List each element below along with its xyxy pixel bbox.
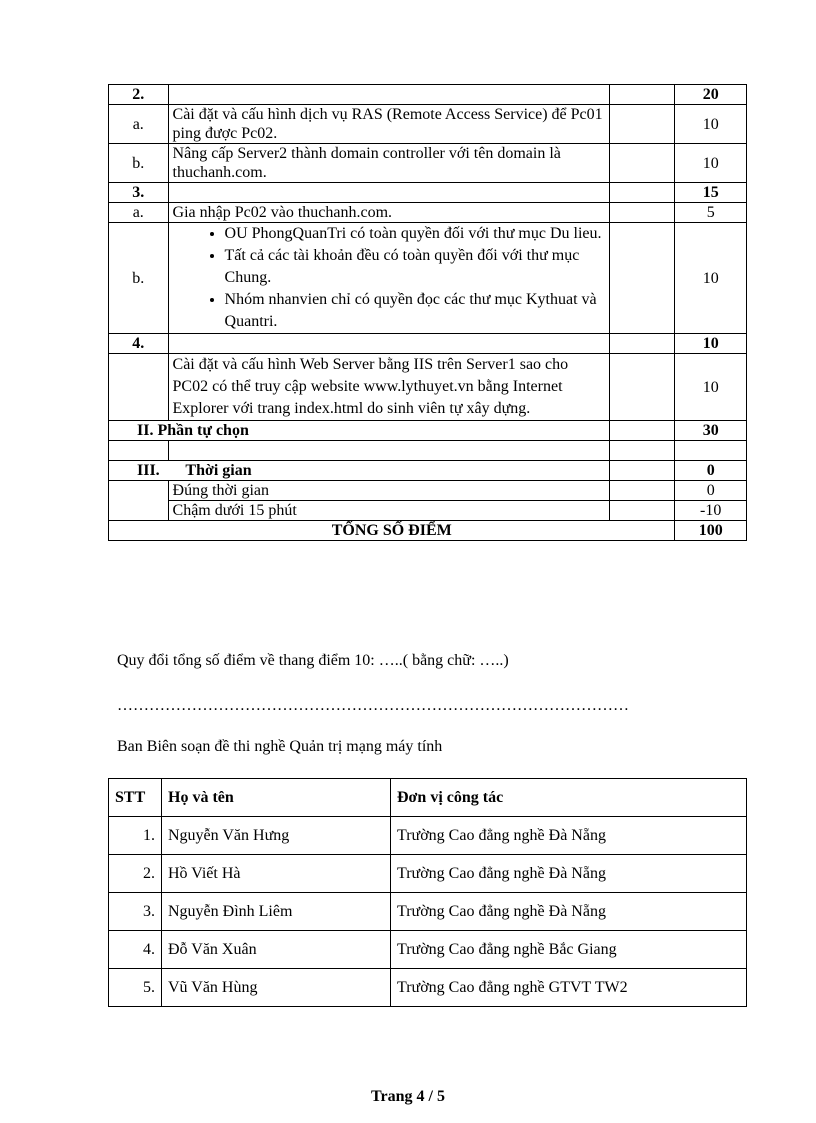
points: 0: [675, 461, 747, 481]
row-number: 2.: [109, 85, 169, 105]
points: 10: [675, 354, 747, 421]
member-stt: 2.: [109, 855, 162, 893]
table-row: [109, 969, 747, 1007]
table-row: [109, 203, 747, 223]
points: -10: [675, 501, 747, 521]
member-unit: Trường Cao đẳng nghề Đà Nẵng: [391, 855, 747, 893]
task-text: Cài đặt và cấu hình Web Server bằng IIS trên Server1 sao cho PC02 có thể truy cập website www.lythuyet.vn bằng Internet Explorer với trang index.html do sinh viên tự xây dựng.: [168, 354, 610, 421]
bullet-list: [173, 223, 606, 333]
member-name: Nguyễn Đình Liêm: [162, 893, 391, 931]
points: 30: [675, 421, 747, 441]
member-unit: Trường Cao đẳng nghề Bắc Giang: [391, 931, 747, 969]
total-label: TỔNG SỐ ĐIỂM: [109, 521, 675, 541]
table-header-row: [109, 779, 747, 817]
member-name: Vũ Văn Hùng: [162, 969, 391, 1007]
task-text: Chậm dưới 15 phút: [168, 501, 610, 521]
score-table: [108, 84, 747, 541]
task-text: Gia nhập Pc02 vào thuchanh.com.: [168, 203, 610, 223]
table-row: [109, 893, 747, 931]
column-header: Họ và tên: [162, 779, 391, 817]
member-stt: 3.: [109, 893, 162, 931]
task-text: Cài đặt và cấu hình dịch vụ RAS (Remote Access Service) để Pc01 ping được Pc02.: [168, 105, 610, 144]
table-row: [109, 421, 747, 441]
points: 10: [675, 144, 747, 183]
points: 0: [675, 481, 747, 501]
points: 20: [675, 85, 747, 105]
row-label: b.: [109, 223, 169, 334]
table-row: [109, 855, 747, 893]
row-label: a.: [109, 203, 169, 223]
table-row: [109, 501, 747, 521]
table-row: [109, 105, 747, 144]
points: 15: [675, 183, 747, 203]
member-name: Hồ Viết Hà: [162, 855, 391, 893]
table-row: [109, 354, 747, 421]
member-unit: Trường Cao đẳng nghề GTVT TW2: [391, 969, 747, 1007]
score-conversion-line: Quy đổi tổng số điểm về thang điểm 10: …..( bằng chữ: …..): [117, 652, 509, 669]
page-number: Trang 4 / 5: [371, 1088, 445, 1105]
row-number: 4.: [109, 334, 169, 354]
member-name: Nguyễn Văn Hưng: [162, 817, 391, 855]
task-text: Nâng cấp Server2 thành domain controller với tên domain là thuchanh.com.: [168, 144, 610, 183]
section-label: II. Phần tự chọn: [109, 421, 610, 441]
task-text: Đúng thời gian: [168, 481, 610, 501]
column-header: Đơn vị công tác: [391, 779, 747, 817]
table-row: [109, 931, 747, 969]
bullet-item: • Tất cả các tài khoản đều có toàn quyền đối với thư mục Chung.: [225, 245, 606, 289]
committee-title: Ban Biên soạn đề thi nghề Quản trị mạng máy tính: [117, 738, 443, 755]
table-row: [109, 223, 747, 334]
member-unit: Trường Cao đẳng nghề Đà Nẵng: [391, 893, 747, 931]
table-row: [109, 183, 747, 203]
member-unit: Trường Cao đẳng nghề Đà Nẵng: [391, 817, 747, 855]
row-label: b.: [109, 144, 169, 183]
bullet-item: • Nhóm nhanvien chỉ có quyền đọc các thư mục Kythuat và Quantri.: [225, 289, 606, 333]
section-title: Thời gian: [185, 462, 252, 479]
dotted-line: ……………………………………………………………………………………: [117, 697, 629, 714]
table-row: [109, 144, 747, 183]
table-row: [109, 85, 747, 105]
table-row: [109, 521, 747, 541]
member-stt: 1.: [109, 817, 162, 855]
total-points: 100: [675, 521, 747, 541]
task-bullets: [168, 223, 610, 334]
table-row: [109, 817, 747, 855]
section-label: [109, 461, 610, 481]
task-text: [168, 85, 610, 105]
members-table: [108, 778, 747, 1007]
points: 5: [675, 203, 747, 223]
section-number: III.: [137, 462, 160, 479]
points: 10: [675, 334, 747, 354]
column-header: STT: [109, 779, 162, 817]
points: 10: [675, 223, 747, 334]
member-stt: 4.: [109, 931, 162, 969]
member-stt: 5.: [109, 969, 162, 1007]
points: 10: [675, 105, 747, 144]
table-row: [109, 334, 747, 354]
table-row: [109, 461, 747, 481]
row-number: 3.: [109, 183, 169, 203]
table-row: [109, 481, 747, 501]
row-label: a.: [109, 105, 169, 144]
table-row: [109, 441, 747, 461]
bullet-item: • OU PhongQuanTri có toàn quyền đối với thư mục Du lieu.: [225, 223, 606, 245]
member-name: Đỗ Văn Xuân: [162, 931, 391, 969]
